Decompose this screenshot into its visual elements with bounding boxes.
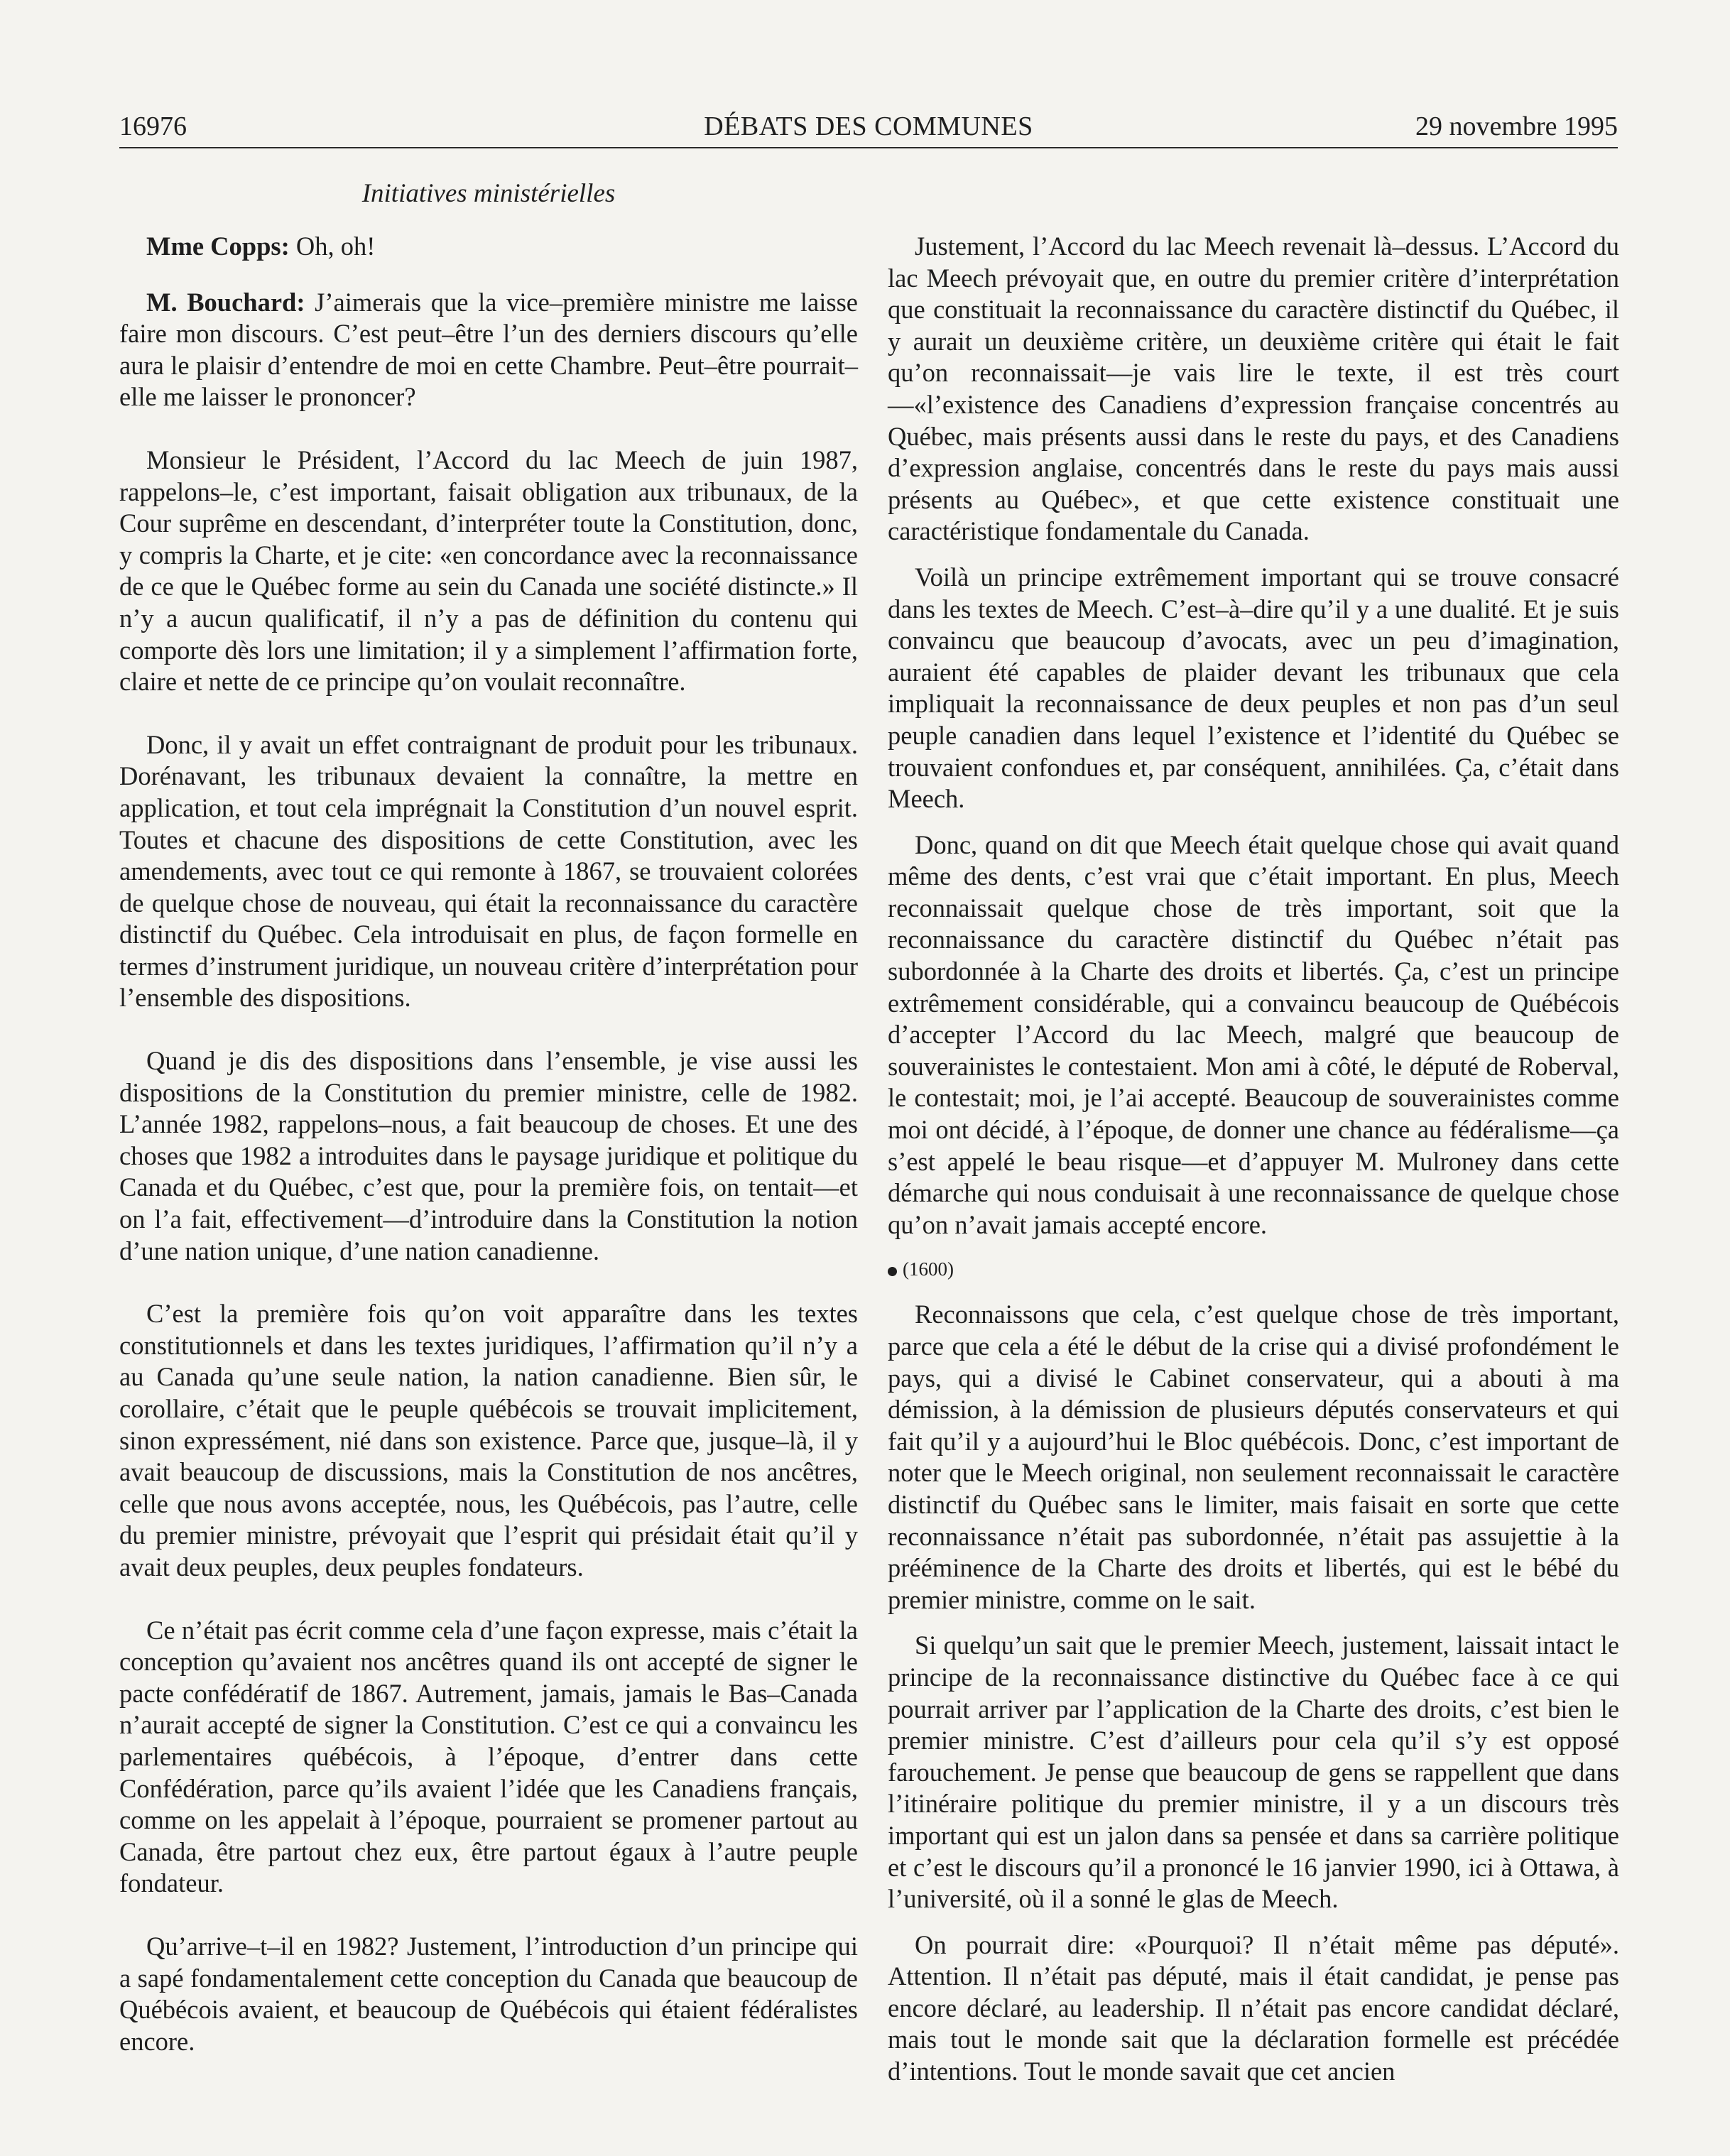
publication-title: DÉBATS DES COMMUNES	[704, 111, 1033, 141]
header-rule	[119, 147, 1618, 148]
page-date: 29 novembre 1995	[1415, 111, 1618, 141]
page-header	[119, 107, 1618, 146]
speaker-name: Mme Copps:	[146, 232, 290, 261]
paragraph: Ce n’était pas écrit comme cela d’une façon expresse, mais c’était la conception qu’avaient nos ancêtres quand ils ont accepté de signer le pacte confédératif de 1867. Autrement, jamais, jamais le Bas–Canada n’aurait accepté de signer la Constitution. C’est ce qui a convaincu les parlementaires québécois, à l’époque, d’entrer dans cette Confédération, parce qu’ils avaient l’idée que les Canadiens français, comme on les appelait à l’époque, pourraient se promener partout au Canada, être partout chez eux, être partout égaux à l’autre peuple fondateur.	[119, 1615, 858, 1898]
paragraph: Donc, quand on dit que Meech était quelque chose qui avait quand même des dents, c’est vrai que c’était important. En plus, Meech reconnaissait quelque chose de très important, soit que la reconnaissance du caractère distinctif du Québec n’était pas subordonnée à la Charte des droits et libertés. Ça, c’est un principe extrêmement considérable, qui a convaincu beaucoup de Québécois d’accepter l’Accord du lac Meech, malgré que beaucoup de souverainistes le contestaient. Mon ami à côté, le député de Roberval, le contestait; moi, je l’ai accepté. Beaucoup de souverainistes comme moi ont décidé, à l’époque, de donner une chance au fédéralisme—ça s’est appelé le beau risque—et d’appuyer M. Mulroney dans cette démarche qui nous conduisait à une reconnaissance de quelque chose qu’on n’avait jamais accepté encore.	[888, 829, 1619, 1239]
paragraph: C’est la première fois qu’on voit apparaître dans les textes constitutionnels et dans les textes juridiques, l’affirmation qu’il n’y a au Canada qu’une seule nation, la nation canadienne. Bien sûr, le corollaire, c’était que le peuple québécois se trouvait implicitement, sinon expressément, nié dans son existence. Parce que, jusque–là, il y avait beaucoup de discussions, mais la Constitution de nos ancêtres, celle que nous avons acceptée, nous, les Québécois, pas l’autre, celle du premier ministre, prévoyait que l’esprit qui présidait était qu’il y avait deux peuples, deux peuples fondateurs.	[119, 1299, 858, 1581]
speaker-name: M. Bouchard:	[146, 287, 305, 317]
time-marker	[888, 1255, 1619, 1283]
paragraph: Si quelqu’un sait que le premier Meech, justement, laissait intact le principe de la reconnaissance distinctive du Québec face à ce qui pourrait arriver par l’application de la Charte des droits, c’est bien le premier ministre. C’est d’ailleurs pour cela qu’il s’y est opposé farouchement. Je pense que beaucoup de gens se rappellent que dans l’itinéraire politique du premier ministre, il y a un discours très important qui est un jalon dans sa pensée et dans sa carrière politique et c’est le discours qu’il a prononcé le 16 janvier 1990, ici à Ottawa, à l’université, où il a sonné le glas de Meech.	[888, 1630, 1619, 1914]
paragraph: Monsieur le Président, l’Accord du lac Meech de juin 1987, rappelons–le, c’est important, faisait obligation aux tribunaux, de la Cour suprême en descendant, d’interpréter toute la Constitution, donc, y compris la Charte, et je cite: «en concordance avec la reconnaissance de ce que le Québec forme au sein du Canada une société distincte.» Il n’y a aucun qualificatif, il n’y a pas de définition du contenu qui comporte dès lors une limitation; il y a simplement l’affirmation forte, claire et nette de ce principe qu’on voulait reconnaître.	[119, 445, 858, 697]
right-column	[888, 231, 1619, 2102]
speech-text: Oh, oh!	[289, 232, 376, 261]
paragraph	[119, 231, 858, 263]
page-number: 16976	[119, 111, 187, 141]
left-column	[119, 231, 858, 2089]
section-title: Initiatives ministérielles	[361, 179, 616, 208]
paragraph: Donc, il y avait un effet contraignant de produit pour les tribunaux. Dorénavant, les tribunaux devaient la connaître, la mettre en application, et tout cela imprégnait la Constitution d’un nouvel esprit. Toutes et chacune des dispositions de cette Constitution, avec les amendements, avec tout ce qui remonte à 1867, se trouvaient colorées de quelque chose de nouveau, qui était la reconnaissance du caractère distinctif du Québec. Cela introduisait en plus, de façon formelle en termes d’instrument juridique, un nouveau critère d’interprétation pour l’ensemble des dispositions.	[119, 729, 858, 1013]
paragraph: Quand je dis des dispositions dans l’ensemble, je vise aussi les dispositions de la Constitution du premier ministre, celle de 1982. L’année 1982, rappelons–nous, a fait beaucoup de choses. Et une des choses que 1982 a introduites dans le paysage juridique et politique du Canada et du Québec, c’est que, pour la première fois, on tentait—et on l’a fait, effectivement—d’introduire dans la Constitution la notion d’une nation unique, d’une nation canadienne.	[119, 1046, 858, 1265]
paragraph: On pourrait dire: «Pourquoi? Il n’était même pas député». Attention. Il n’était pas député, mais il était candidat, je pense pas encore déclaré, au leadership. Il n’était pas encore candidat déclaré, mais tout le monde sait que la déclaration formelle est précédée d’intentions. Tout le monde savait que cet ancien	[888, 1929, 1619, 2086]
bullet-icon	[888, 1267, 897, 1276]
paragraph: Justement, l’Accord du lac Meech revenait là–dessus. L’Accord du lac Meech prévoyait que, en outre du premier critère d’interprétation que constituait la reconnaissance du caractère distinctif du Québec, il y aurait un deuxième critère, un deuxième critère qui était le fait qu’on reconnaissait—je vais lire le texte, il est très court—«l’existence des Canadiens d’expression française concentrés au Québec, mais présents aussi dans le reste du pays, et des Canadiens d’expression anglaise, concentrés dans le reste du pays mais aussi présents au Québec», et que cette existence constituait une caractéristique fondamentale du Canada.	[888, 232, 1619, 546]
paragraph: Reconnaissons que cela, c’est quelque chose de très important, parce que cela a été le début de la crise qui a divisé profondément le pays, qui a divisé le Cabinet conservateur, qui a abouti à ma démission, à la démission de plusieurs députés conservateurs et qui fait qu’il y a aujourd’hui le Bloc québécois. Donc, c’est important de noter que le Meech original, non seulement reconnaissait le caractère distinctif du Québec sans le limiter, mais faisait en sorte que cette reconnaissance n’était pas subordonnée, n’était pas assujettie à la prééminence de la Charte des droits et libertés, qui est le bébé du premier ministre, comme on le sait.	[888, 1300, 1619, 1614]
time-marker-label: (1600)	[903, 1258, 954, 1280]
speech-text: J’aimerais que la vice–première ministre me laisse faire mon discours. C’est peut–être l’un des derniers discours qu’elle aura le plaisir d’entendre de moi en cette Chambre. Peut–être pourrait–elle me laisser le prononcer?	[119, 287, 859, 412]
paragraph: Qu’arrive–t–il en 1982? Justement, l’introduction d’un principe qui a sapé fondamentalement cette conception du Canada que beaucoup de Québécois avaient, et beaucoup de Québécois qui étaient fédéralistes encore.	[119, 1931, 858, 2056]
paragraph: Voilà un principe extrêmement important qui se trouve consacré dans les textes de Meech. C’est–à–dire qu’il y a une dualité. Et je suis convaincu que beaucoup d’avocats, avec un peu d’imagination, auraient été capables de plaider devant les tribunaux que cela impliquait la reconnaissance de deux peuples et non pas d’un seul peuple canadien dans lequel l’existence et l’identité du Québec se trouvaient confondues et, par conséquent, annihilées. Ça, c’était dans Meech.	[888, 562, 1619, 814]
paragraph	[119, 287, 858, 413]
